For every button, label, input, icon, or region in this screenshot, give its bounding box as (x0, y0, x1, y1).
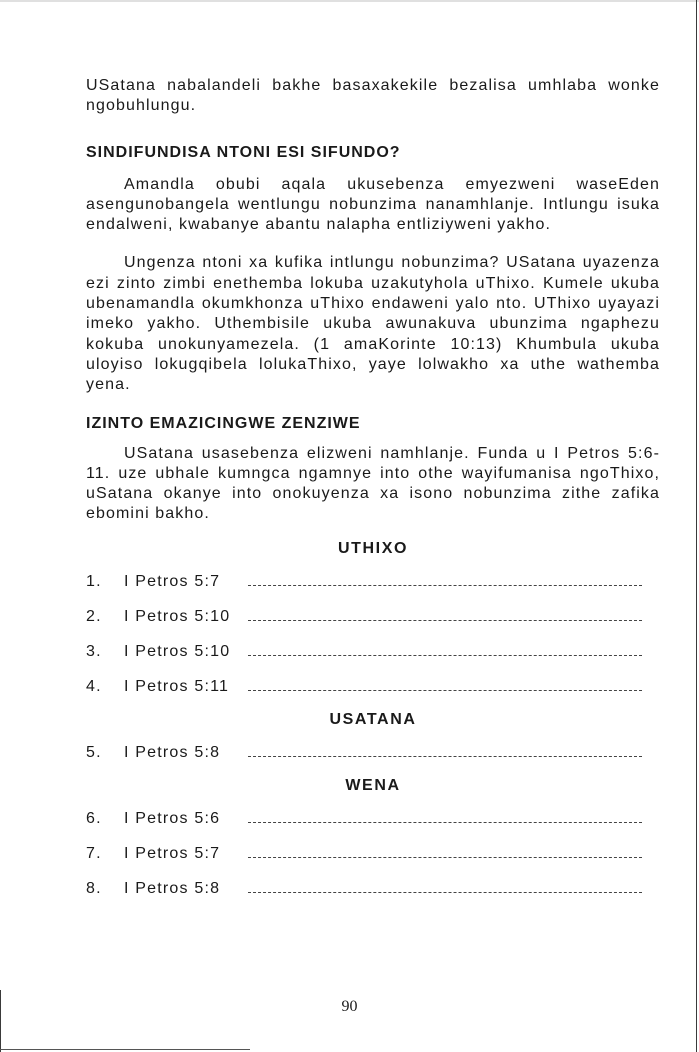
exercise-item-8 (86, 880, 660, 900)
answer-line[interactable] (248, 608, 642, 621)
answer-line[interactable] (248, 810, 642, 823)
item-reference: I Petros 5:6 (124, 809, 221, 827)
item-number: 1. (86, 572, 102, 590)
item-number: 3. (86, 642, 102, 660)
group-title: UTHIXO (337, 539, 409, 557)
section-heading-lesson: SINDIFUNDISA NTONI ESI SIFUNDO? (86, 143, 401, 161)
item-reference: I Petros 5:7 (124, 844, 221, 862)
group-title: WENA (345, 776, 401, 794)
intro-paragraph: USatana nabalandeli bakhe basaxakekile bezalisa umhlaba wonke ngobuhlungu. (86, 77, 660, 115)
exercise-item-6 (86, 810, 660, 830)
answer-line[interactable] (248, 880, 642, 893)
exercise-item-4 (86, 678, 660, 698)
answer-line[interactable] (248, 678, 642, 691)
answer-line[interactable] (248, 744, 642, 757)
item-reference: I Petros 5:8 (124, 879, 221, 897)
group-usatana (86, 710, 660, 764)
exercise-instructions: USatana usasebenza elizweni namhlanje. Funda u I Petros 5:6-11. uze ubhale kumngca ngamnye into othe wayifumanisa ngoThixo, uSatana okanye into onokuyenza xa isono nobunzima zithe zafika ebomini bakho. (86, 444, 660, 523)
item-reference: I Petros 5:10 (124, 642, 231, 660)
item-reference: I Petros 5:10 (124, 607, 231, 625)
item-number: 7. (86, 844, 102, 862)
answer-line[interactable] (248, 845, 642, 858)
item-number: 6. (86, 809, 102, 827)
item-number: 2. (86, 607, 102, 625)
group-wena (86, 776, 660, 900)
section-heading-exercise: IZINTO EMAZICINGWE ZENZIWE (86, 414, 361, 432)
lesson-paragraph-1: Amandla obubi aqala ukusebenza emyezweni waseEden asengunobangela wentlungu nobunzima nanamhlanje. Intlungu isuka endalweni, kwabanye abantu nalapha entliziyweni yakho. (86, 175, 660, 234)
scan-edge-top (0, 0, 699, 2)
answer-line[interactable] (248, 573, 642, 586)
exercise-item-5 (86, 744, 660, 764)
item-number: 8. (86, 879, 102, 897)
item-reference: I Petros 5:7 (124, 572, 221, 590)
page-number: 90 (341, 998, 358, 1015)
group-title: USATANA (329, 710, 417, 728)
item-number: 4. (86, 677, 102, 695)
item-reference: I Petros 5:11 (124, 677, 230, 695)
exercise-item-1 (86, 573, 660, 593)
exercise-item-7 (86, 845, 660, 865)
item-number: 5. (86, 743, 102, 761)
page-content (86, 76, 660, 900)
exercise-item-2 (86, 608, 660, 628)
item-reference: I Petros 5:8 (124, 743, 221, 761)
scan-edge-bottom (0, 1049, 250, 1050)
lesson-paragraph-2: Ungenza ntoni xa kufika intlungu nobunzima? USatana uyazenza ezi zinto zimbi enethemba lokuba uzakutyhola uThixo. Kumele ukuba ubenamandla okumkhonza uThixo endaweni yalo nto. UThixo uyayazi imeko yakho. Uthembisile ukuba awunakuva ubunzima ngaphezu kokuba unokunyamezela. (1 amaKorinte 10:13) Khumbula ukuba uloyiso lokugqibela lolukaThixo, yaye lolwakho xa uthe wathemba yena. (86, 254, 660, 394)
scan-edge-right (696, 0, 697, 1052)
exercise-item-3 (86, 643, 660, 663)
answer-line[interactable] (248, 643, 642, 656)
group-uthixo (86, 539, 660, 698)
